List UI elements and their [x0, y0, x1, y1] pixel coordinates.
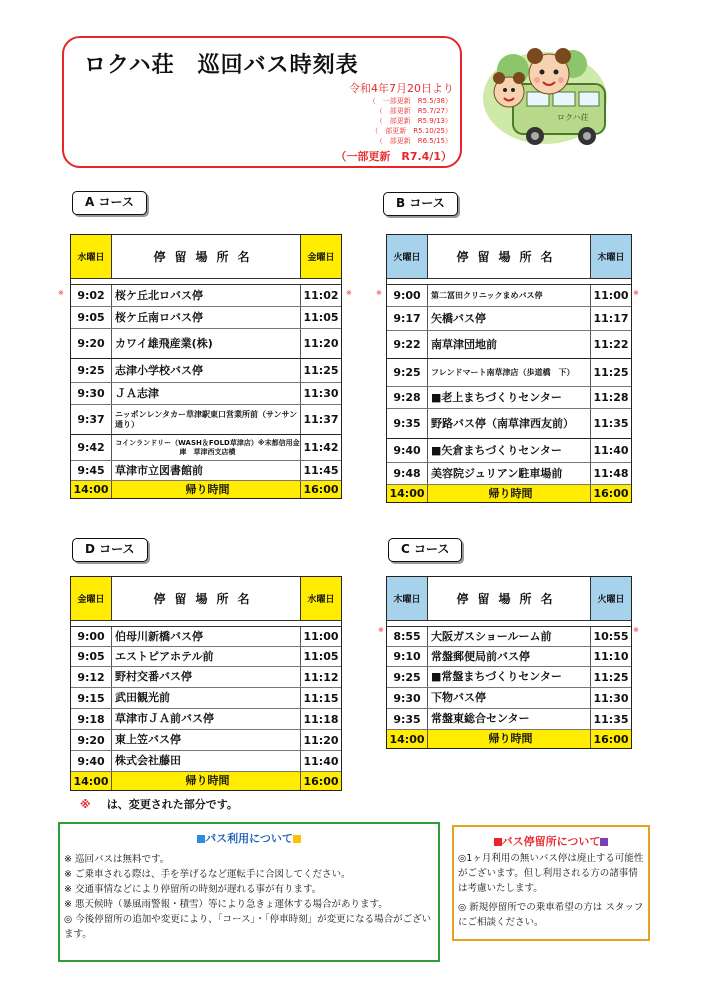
stop-name: 草津市ＪＡ前バス停: [111, 709, 301, 729]
time-right: 11:18: [303, 712, 339, 726]
time-left: 9:30: [77, 387, 105, 400]
time-left: 9:35: [393, 417, 421, 430]
timetable-c: [386, 576, 632, 749]
time-right: 11:48: [593, 467, 629, 480]
time-left: 9:42: [77, 441, 105, 454]
stop-name: 野村交番バス停: [111, 667, 301, 687]
table-header: [71, 235, 341, 279]
usage-title: [60, 830, 438, 846]
stop-name: 美容院ジュリアン駐車場前: [427, 463, 591, 484]
time-left: 9:30: [393, 691, 421, 705]
stop-name: 志津小学校バス停: [111, 359, 301, 382]
time-right: 11:30: [593, 691, 629, 705]
table-row: [71, 688, 341, 709]
time-right: 11:35: [593, 712, 629, 726]
day-left-header: 金曜日: [71, 577, 111, 620]
time-left: 9:05: [77, 311, 105, 324]
time-right: 11:17: [593, 312, 629, 325]
course-label-c: C コース: [388, 538, 462, 562]
change-mark: ※: [80, 798, 91, 811]
timetable-d: [70, 576, 342, 791]
table-row: [71, 709, 341, 730]
time-left: 8:55: [393, 630, 421, 643]
change-mark: ※: [633, 289, 639, 297]
bus-stop-line: ◎ 新規停留所での乗車希望の方は スタッフにご相談ください。: [458, 902, 644, 928]
blue-square-icon: [197, 835, 205, 843]
stop-name: 桜ケ丘南ロバス停: [111, 307, 301, 328]
return-row: [387, 485, 631, 502]
time-left: 9:05: [77, 650, 105, 663]
latest-update: （一部更新 R7.4/1）: [335, 150, 452, 163]
stop-name-header: 停留場所名: [111, 577, 301, 620]
table-row: [387, 688, 631, 709]
bus-label: ロクハ荘: [557, 113, 589, 122]
stop-name: ■常盤まちづくりセンター: [427, 667, 591, 687]
time-left: 9:48: [393, 467, 421, 480]
table-row: [387, 285, 631, 307]
stop-name-header: 停留場所名: [111, 235, 301, 278]
time-left: 9:25: [77, 364, 105, 377]
stop-name: ■矢倉まちづくりセンター: [427, 439, 591, 462]
stop-name: ニッポンレンタカー草津駅東口営業所前（サンサン通り）: [111, 405, 301, 434]
table-header: [71, 577, 341, 621]
stop-name: 武田観光前: [111, 688, 301, 708]
return-time-left: 14:00: [73, 483, 109, 496]
time-right: 11:05: [303, 311, 339, 324]
change-mark: ※: [58, 289, 64, 297]
time-left: 9:45: [77, 464, 105, 477]
stop-name: 東上笠バス停: [111, 730, 301, 750]
stop-name: 常盤東総合センター: [427, 709, 591, 729]
stop-name: 伯母川新橋バス停: [111, 627, 301, 646]
time-left: 9:22: [393, 338, 421, 351]
time-right: 11:00: [303, 630, 339, 643]
time-right: 11:02: [303, 289, 339, 302]
stop-name: 桜ケ丘北ロバス停: [111, 285, 301, 306]
stop-name: 常盤郵便局前バス停: [427, 647, 591, 666]
title-box: [62, 36, 462, 168]
time-right: 11:30: [303, 387, 339, 400]
table-row: [71, 307, 341, 329]
update-note: （ 部更新 R5.9/13）: [375, 117, 452, 125]
time-right: 11:37: [303, 413, 339, 426]
time-right: 10:55: [593, 630, 629, 643]
table-row: [387, 627, 631, 647]
usage-line: ※ 悪天候時（暴風雨警報・積雪）等により急きょ運休する場合があります。: [64, 899, 388, 910]
stop-name: ■老上まちづくりセンター: [427, 387, 591, 408]
stop-name-header: 停留場所名: [427, 577, 591, 620]
stop-name: エストピアホテル前: [111, 647, 301, 666]
time-right: 11:05: [303, 650, 339, 663]
time-left: 9:18: [77, 712, 105, 726]
purple-square-icon: [600, 838, 608, 846]
update-note: （ 部更新 R5.7/27）: [375, 107, 452, 115]
table-row: [71, 461, 341, 481]
time-left: 9:25: [393, 670, 421, 684]
time-right: 11:45: [303, 464, 339, 477]
time-right: 11:42: [303, 441, 339, 454]
bus-stop-info-box: [452, 825, 650, 941]
table-row: [387, 439, 631, 463]
table-row: [387, 463, 631, 485]
usage-line: ◎ 今後停留所の追加や変更により、「コース」・「停車時刻」が変更になる場合がございます。: [64, 914, 432, 940]
time-left: 9:02: [77, 289, 105, 302]
change-mark: ※: [378, 626, 384, 634]
day-right-header: 火曜日: [591, 577, 631, 620]
day-right-header: 木曜日: [591, 235, 631, 278]
time-left: 9:35: [393, 712, 421, 726]
page-title: ロクハ荘 巡回バス時刻表: [84, 53, 359, 78]
time-left: 9:20: [77, 733, 105, 747]
table-row: [71, 383, 341, 405]
stop-name: 矢橋バス停: [427, 307, 591, 330]
table-row: [71, 405, 341, 435]
return-row: [71, 772, 341, 790]
time-left: 9:40: [393, 444, 421, 457]
table-row: [71, 730, 341, 751]
update-note: （ 部更新 R5.10/25）: [371, 127, 452, 135]
time-right: 11:35: [593, 417, 629, 430]
usage-line: ※ 巡回バスは無料です。: [64, 854, 170, 865]
change-note: [80, 796, 238, 812]
return-label: 帰り時間: [427, 485, 591, 502]
table-row: [71, 667, 341, 688]
update-note: （ 一部更新 R5.5/38）: [368, 97, 452, 105]
return-label: 帰り時間: [111, 481, 301, 498]
table-row: [71, 751, 341, 772]
timetable-a: [70, 234, 342, 499]
usage-info-box: [58, 822, 440, 962]
bus-stop-title-text: バス停留所について: [501, 835, 601, 848]
time-left: 9:28: [393, 391, 421, 404]
bus-stop-title: [454, 833, 648, 849]
return-label: 帰り時間: [427, 730, 591, 748]
table-row: [387, 409, 631, 439]
time-left: 9:00: [393, 289, 421, 302]
time-right: 11:20: [303, 733, 339, 747]
return-time-right: 16:00: [593, 487, 629, 500]
day-left-header: 水曜日: [71, 235, 111, 278]
table-header: [387, 235, 631, 279]
stop-name: 野路バス停（南草津西友前）: [427, 409, 591, 438]
effective-date: 令和4年7月20日より: [349, 82, 454, 95]
time-left: 9:17: [393, 312, 421, 325]
table-row: [71, 627, 341, 647]
time-right: 11:28: [593, 391, 629, 404]
time-right: 11:25: [593, 366, 629, 379]
day-right-header: 水曜日: [301, 577, 341, 620]
time-right: 11:25: [593, 670, 629, 684]
stop-name: フレンドマート南草津店（歩道橋 下）: [427, 359, 591, 386]
change-mark: ※: [376, 289, 382, 297]
table-row: [71, 285, 341, 307]
stop-name: 第二冨田クリニックまめバス停: [427, 285, 591, 306]
table-row: [387, 667, 631, 688]
mascot-bus-illustration: [483, 40, 613, 152]
change-mark: ※: [633, 626, 639, 634]
stop-name: 下物バス停: [427, 688, 591, 708]
time-left: 9:20: [77, 337, 105, 350]
return-row: [71, 481, 341, 498]
return-time-right: 16:00: [303, 774, 339, 788]
stop-name: カワイ雄飛産業(株): [111, 329, 301, 358]
red-square-icon: [494, 838, 502, 846]
return-time-right: 16:00: [593, 732, 629, 746]
stop-name: 草津市立図書館前: [111, 461, 301, 480]
bus-stop-line: ◎1ヶ月利用の無いバス停は廃止する可能性がございます。但し利用される方の諸事情は考慮いたします。: [458, 853, 644, 894]
time-right: 11:12: [303, 670, 339, 684]
time-left: 9:40: [77, 754, 105, 768]
time-right: 11:00: [593, 289, 629, 302]
table-row: [71, 329, 341, 359]
usage-line: ※ ご乗車される際は、手を挙げるなど運転手に合図してください。: [64, 869, 351, 880]
return-time-left: 14:00: [389, 487, 425, 500]
time-right: 11:40: [593, 444, 629, 457]
stop-name: 大阪ガスショールーム前: [427, 627, 591, 646]
table-row: [71, 359, 341, 383]
return-row: [387, 730, 631, 748]
table-row: [387, 709, 631, 730]
return-time-left: 14:00: [389, 732, 425, 746]
usage-title-text: パス利用について: [205, 832, 293, 845]
table-row: [387, 387, 631, 409]
change-note-text: は、変更された部分です。: [106, 798, 238, 811]
time-right: 11:20: [303, 337, 339, 350]
stop-name: コインランドリー（WASH＆FOLD草津店）※末都信用金庫 草津西支店横: [111, 435, 301, 460]
return-time-right: 16:00: [303, 483, 339, 496]
course-label-d: D コース: [72, 538, 148, 562]
time-left: 9:00: [77, 630, 105, 643]
table-header: [387, 577, 631, 621]
update-note: （ 部更新 R6.5/15）: [375, 137, 452, 145]
stop-name: 株式会社藤田: [111, 751, 301, 771]
day-left-header: 火曜日: [387, 235, 427, 278]
time-left: 9:10: [393, 650, 421, 663]
return-label: 帰り時間: [111, 772, 301, 790]
time-left: 9:15: [77, 691, 105, 705]
time-right: 11:25: [303, 364, 339, 377]
stop-name: ＪＡ志津: [111, 383, 301, 404]
change-mark: ※: [346, 289, 352, 297]
day-left-header: 木曜日: [387, 577, 427, 620]
time-right: 11:15: [303, 691, 339, 705]
time-right: 11:10: [593, 650, 629, 663]
course-label-b: B コース: [383, 192, 458, 216]
day-right-header: 金曜日: [301, 235, 341, 278]
yellow-square-icon: [293, 835, 301, 843]
time-left: 9:25: [393, 366, 421, 379]
table-row: [387, 359, 631, 387]
table-row: [71, 647, 341, 667]
table-row: [387, 331, 631, 359]
time-left: 9:12: [77, 670, 105, 684]
table-row: [387, 307, 631, 331]
table-row: [387, 647, 631, 667]
course-label-a: A コース: [72, 191, 147, 215]
usage-line: ※ 交通事情などにより停留所の時刻が遅れる事が有ります。: [64, 884, 322, 895]
time-right: 11:40: [303, 754, 339, 768]
table-row: [71, 435, 341, 461]
stop-name: 南草津団地前: [427, 331, 591, 358]
time-right: 11:22: [593, 338, 629, 351]
time-left: 9:37: [77, 413, 105, 426]
stop-name-header: 停留場所名: [427, 235, 591, 278]
timetable-b: [386, 234, 632, 503]
return-time-left: 14:00: [73, 774, 109, 788]
